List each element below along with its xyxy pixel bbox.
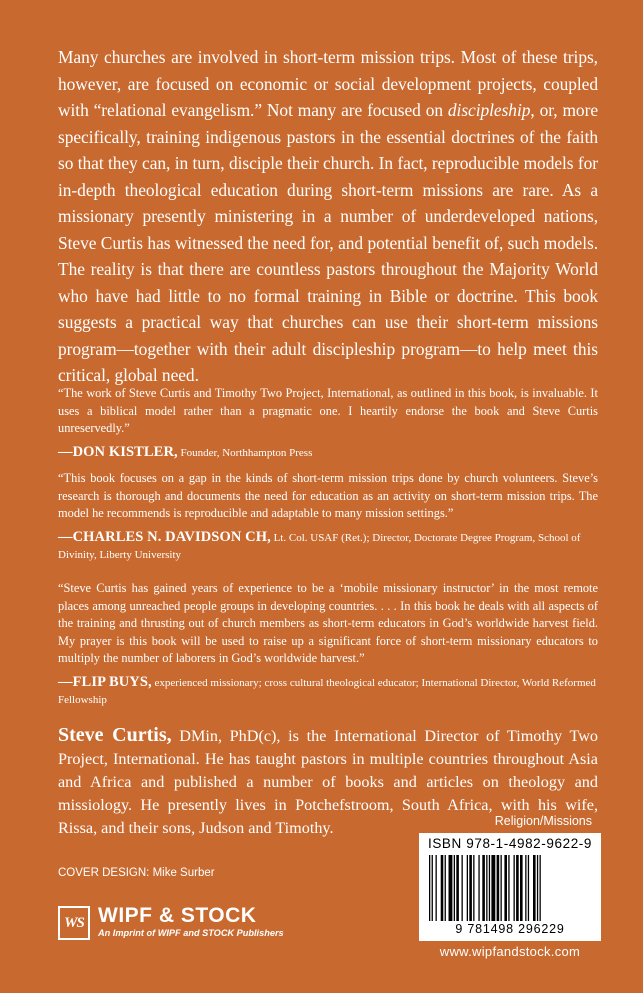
endorser-name: —FLIP BUYS, bbox=[58, 673, 152, 690]
barcode-digits: 9 781498 296229 bbox=[455, 922, 565, 936]
author-name: Steve Curtis, bbox=[58, 724, 172, 746]
endorsement-davidson bbox=[58, 470, 598, 564]
isbn-number: ISBN 978-1-4982-9622-9 bbox=[427, 836, 593, 851]
endorsement-attribution bbox=[58, 444, 598, 462]
blurb-part-1: Many churches are involved in short-term mission trips. Most of these trips, however, are focused on economic or social development projects, coupled with “relational evangelism.” Not many are focused on bbox=[58, 47, 598, 120]
publisher-logo-icon: WS bbox=[58, 906, 90, 940]
barcode-bars bbox=[427, 855, 593, 921]
endorser-title: experienced missionary; cross cultural theological educator; International Director, World Reformed Fellowship bbox=[58, 676, 596, 706]
main-blurb bbox=[58, 44, 598, 389]
endorsement-kistler bbox=[58, 385, 598, 462]
endorser-title: Founder, Northhampton Press bbox=[177, 446, 313, 459]
endorser-name: —CHARLES N. DAVIDSON CH, bbox=[58, 528, 271, 545]
blurb-part-2: , or, more specifically, training indigenous pastors in the essential doctrines of the faith so that they can, in turn, disciple their church. In fact, reproducible models for in-depth theological education during short-term missions are rare. As a missionary presently ministering in a number of underdeveloped nations, Steve Curtis has witnessed the need for, and potential benefit of, such models. The reality is that there are countless pastors throughout the Majority World who have had little to no formal training in Bible or doctrine. This book suggests a practical way that churches can use their short-term missions program—together with their adult discipleship program—to help meet this critical, global need. bbox=[58, 100, 598, 385]
endorsement-attribution bbox=[58, 674, 598, 709]
endorser-title: Lt. Col. USAF (Ret.); Director, Doctorate Degree Program, School of Divinity, Liberty University bbox=[58, 531, 581, 561]
publisher-name: WIPF & STOCK bbox=[98, 904, 257, 927]
endorsement-quote: “The work of Steve Curtis and Timothy Two Project, International, as outlined in this book, is invaluable. It uses a biblical model rather than a pragmatic one. I heartily endorse the book and Steve Curtis unreservedly.” bbox=[58, 386, 598, 435]
isbn-barcode bbox=[419, 833, 601, 941]
publisher-logo-block bbox=[58, 904, 318, 944]
author-bio-text: DMin, PhD(c), is the International Director of Timothy Two Project, International. He has taught pastors in multiple countries throughout Asia and Africa and published a number of books and articles on theology and missiology. He presently lives in Potchefstroom, South Africa, with his wife, Rissa, and their sons, Judson and Timothy. bbox=[58, 727, 598, 837]
endorsement-quote: “This book focuses on a gap in the kinds of short-term mission trips done by church volunteers. Steve’s research is thorough and documents the need for education as an activity on short-term mission trips. The model he recommends is reproducible and adaptable to many mission settings.” bbox=[58, 471, 598, 520]
endorsement-attribution bbox=[58, 529, 598, 564]
endorser-name: —DON KISTLER, bbox=[58, 443, 178, 460]
cover-design-credit: COVER DESIGN: Mike Surber bbox=[58, 867, 215, 879]
blurb-emphasis: discipleship bbox=[447, 100, 531, 120]
category-label: Religion/Missions bbox=[494, 814, 592, 828]
publisher-website: www.wipfandstock.com bbox=[439, 944, 581, 959]
endorsement-buys bbox=[58, 580, 598, 709]
publisher-tagline: An Imprint of WIPF and STOCK Publishers bbox=[98, 928, 284, 938]
endorsement-quote: “Steve Curtis has gained years of experience to be a ‘mobile missionary instructor’ in the most remote places among unreached people groups in developing countries. . . . In this book he deals with all aspects of the training and thrusting out of church members as short-term educators in God’s worldwide harvest field. My prayer is this book will be used to raise up a significant force of short-term missionary educators to multiply the number of laborers in God’s worldwide harvest.” bbox=[58, 581, 598, 665]
